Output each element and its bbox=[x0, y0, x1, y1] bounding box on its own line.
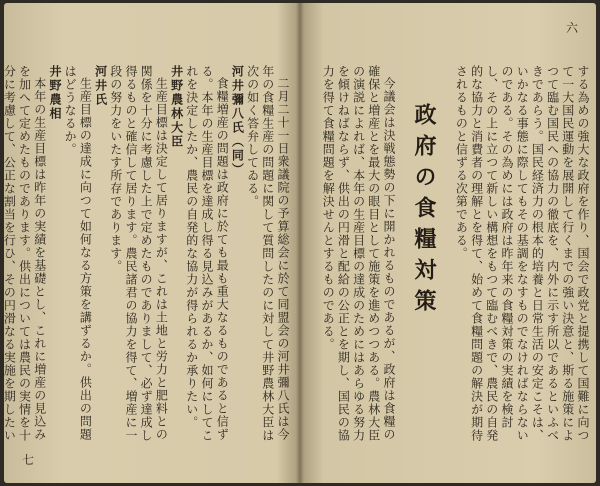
open-book bbox=[4, 3, 596, 483]
section-body bbox=[308, 65, 396, 453]
left-page bbox=[4, 3, 296, 483]
section-paragraph: 今議会は決戦態勢の下に開かれるものであるが、政府は食糧の確保と増産とを最大の眼目として施策を進めつつある。農林大臣の演説によれば、本年の生産目標の達成のためにはあらゆる努力を傾けねばならず、供出の円滑と配給の公正とを期し、国民の協力を得て食糧問題を解決せんとするものである。 bbox=[321, 65, 396, 442]
speech-paragraph: 食糧増産の問題は政府に於ても最も重大なるものであると信ずる。本年の生産目標を達成し得る見込みがあるか、如何にしてこれを決定したか、農民の自発的な協力が得られるか承りたい。 bbox=[184, 65, 230, 442]
opening-paragraph: 二月二十一日衆議院の予算総会に於て同盟会の河井彌八氏は今年の食糧生産の問題に関して質問したのに対して井野農林大臣は次の如く答弁してゐる。 bbox=[245, 65, 290, 442]
right-page bbox=[304, 3, 596, 483]
intro-text bbox=[444, 65, 590, 453]
page-number-right: 六 bbox=[566, 21, 579, 35]
intro-paragraph: する為めの強大な政府を作り、国会で政党と提携して国難に向つて一大国民運動を展開して行くまでの強い決意と、斯る施策によつて臨む国民への協力の徹底を、内外に示す所以であるといふべきであらう。国民経済力の根本的培養と日常生活の安定こそは、いかなる事態に際してもその基調をなすものでなければならないのである。その為めには政府は昨年来の食糧対策の実績を検討し、その上に立つて新しい構想をもつて臨むべきで、農民の自発的な協力と消費者の理解とを得て、始めて食糧問題の解決が期待されるものと信ずる次第である。 bbox=[454, 65, 590, 442]
speech-paragraph: 本年の生産目標は昨年の実績を基礎とし、これに増産の見込みを加へて定めたものであります。供出については農民の実情を十分に考慮して、公正な割当を行ひ、その円滑なる実施を期したい bbox=[2, 65, 47, 442]
speech-paragraph: 生産目標は決定して居りますが、これは土地と労力と肥料との関係を十分に考慮した上で定めたものでありまして、必ず達成し得るものと確信して居ります。農民諸君の協力を得て、増産に一段の努力をいたす所存であります。 bbox=[108, 65, 169, 442]
speaker-heading: 河井彌八氏（同） bbox=[230, 65, 245, 177]
speech-paragraph: 生産目標の達成に向つて如何なる方策を講ずるか。供出の問題はどうなるか。 bbox=[63, 65, 93, 441]
dialogue-text bbox=[2, 65, 290, 453]
book-gutter bbox=[296, 3, 304, 483]
speaker-heading: 井野農相 bbox=[47, 65, 62, 121]
page-number-left: 七 bbox=[22, 453, 35, 467]
speaker-heading: 河井氏 bbox=[93, 65, 108, 107]
section-title: 政府の食糧対策 bbox=[411, 103, 437, 320]
speaker-heading: 井野農林大臣 bbox=[169, 65, 184, 149]
